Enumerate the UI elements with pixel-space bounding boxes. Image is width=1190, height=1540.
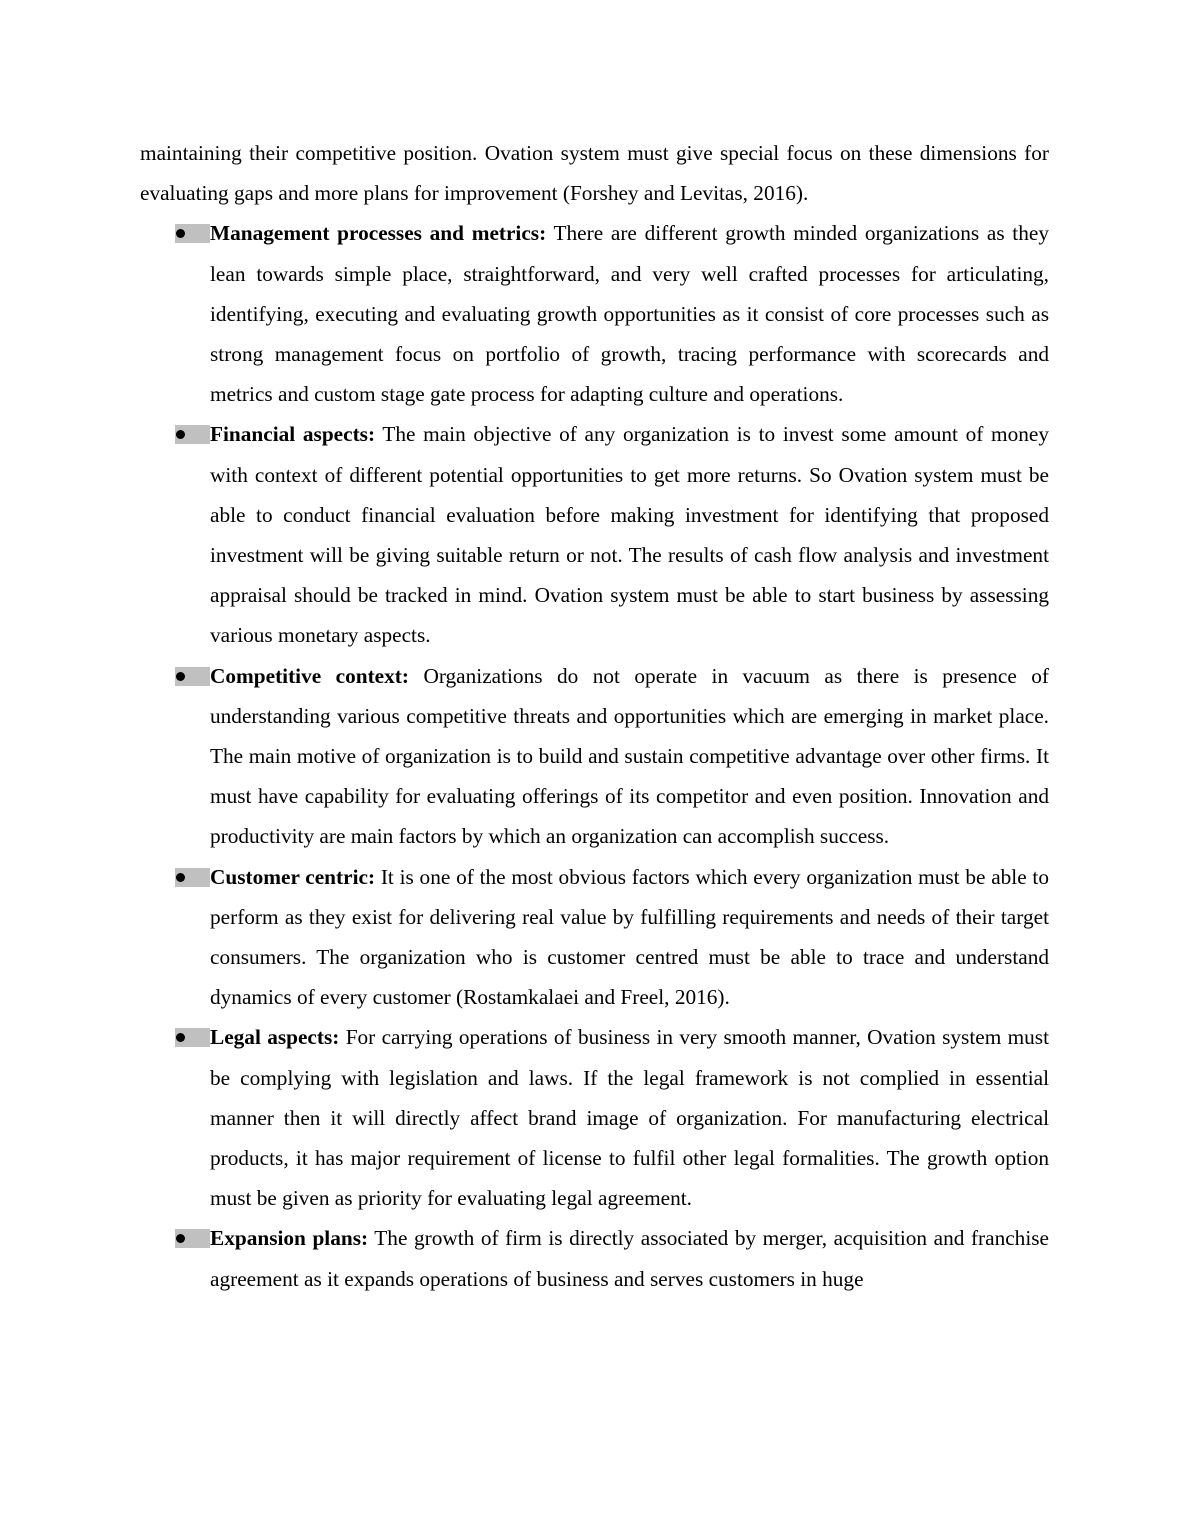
list-item — [210, 656, 1049, 857]
bullet-icon — [175, 667, 210, 686]
item-body: Organizations do not operate in vacuum as there is presence of understanding various competitive threats and opportunities which are emerging in market place. The main motive of organization is to build and sustain competitive advantage over other firms. It must have capability for evaluating offerings of its competitor and even position. Innovation and productivity are main factors by which an organization can accomplish success. — [210, 663, 1049, 849]
item-heading: Management processes and metrics: — [210, 221, 547, 246]
bullet-list — [140, 213, 1049, 1298]
list-item — [210, 1218, 1049, 1298]
item-body: There are different growth minded organizations as they lean towards simple place, straightforward, and very well crafted processes for articulating, identifying, executing and evaluating growth opportunities as it consist of core processes such as strong management focus on portfolio of growth, tracing performance with scorecards and metrics and custom stage gate process for adapting culture and operations. — [210, 221, 1049, 407]
item-body: The main objective of any organization is to invest some amount of money with context of different potential opportunities to get more returns. So Ovation system must be able to conduct financial evaluation before making investment for identifying that proposed investment will be giving suitable return or not. The results of cash flow analysis and investment appraisal should be tracked in mind. Ovation system must be able to start business by assessing various monetary aspects. — [210, 422, 1049, 648]
intro-paragraph: maintaining their competitive position. Ovation system must give special focus on these dimensions for evaluating gaps and more plans for improvement (Forshey and Levitas, 2016). — [140, 141, 1049, 206]
item-heading: Competitive context: — [210, 663, 409, 688]
list-item — [210, 857, 1049, 1018]
item-body: It is one of the most obvious factors which every organization must be able to perform as they exist for delivering real value by fulfilling requirements and needs of their target consumers. The organization who is customer centred must be able to trace and understand dynamics of every customer (Rostamkalaei and Freel, 2016). — [210, 864, 1050, 1010]
bullet-icon — [175, 425, 210, 444]
bullet-icon — [175, 1229, 210, 1248]
bullet-icon — [175, 224, 210, 243]
item-heading: Financial aspects: — [210, 422, 376, 447]
bullet-icon — [175, 868, 210, 887]
document-body — [140, 133, 1049, 1299]
list-item — [210, 414, 1049, 655]
item-heading: Customer centric: — [210, 864, 376, 889]
list-item — [210, 213, 1049, 414]
list-item — [210, 1017, 1049, 1218]
item-heading: Expansion plans: — [210, 1226, 369, 1251]
item-heading: Legal aspects: — [210, 1025, 340, 1050]
bullet-icon — [175, 1028, 210, 1047]
item-body: The growth of firm is directly associated by merger, acquisition and franchise agreement as it expands operations of business and serves customers in huge — [210, 1226, 1049, 1291]
item-body: For carrying operations of business in very smooth manner, Ovation system must be complying with legislation and laws. If the legal framework is not complied in essential manner then it will directly affect brand image of organization. For manufacturing electrical products, it has major requirement of license to fulfil other legal formalities. The growth option must be given as priority for evaluating legal agreement. — [210, 1025, 1049, 1211]
